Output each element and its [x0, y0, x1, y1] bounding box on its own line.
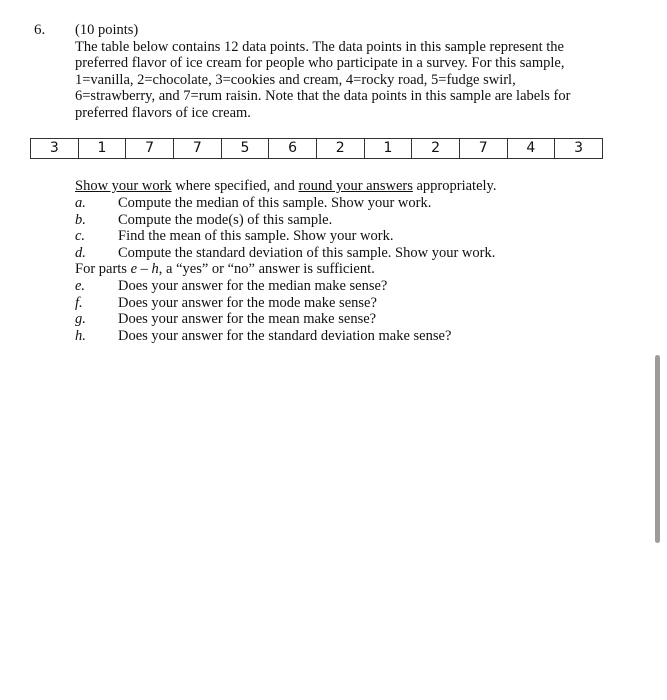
question-number: 6. — [34, 22, 46, 38]
intro-line: 6=strawberry, and 7=rum raisin. Note that the data points in this sample are labels for — [75, 88, 571, 105]
part-text: Does your answer for the median make sense? — [118, 277, 388, 294]
intro-line: 1=vanilla, 2=chocolate, 3=cookies and cream, 4=rocky road, 5=fudge swirl, — [75, 71, 516, 88]
part-c — [75, 228, 394, 245]
instructions-end: appropriately. — [412, 178, 497, 194]
part-letter: h. — [75, 327, 86, 344]
part-f — [75, 295, 375, 312]
intro-line: The table below contains 12 data points. The data points in this sample represent the — [75, 38, 564, 55]
part-text: Compute the median of this sample. Show your work. — [118, 195, 432, 211]
intro-line: preferred flavor of ice cream for people who participate in a survey. For this sample, — [75, 55, 565, 72]
data-cell: 3 — [31, 139, 79, 159]
part-text: Compute the mode(s) of this sample. — [118, 211, 333, 228]
question-points: (10 points) — [75, 22, 139, 38]
round-answers-text: round your answers — [298, 178, 413, 194]
part-a — [75, 195, 432, 212]
question-intro — [75, 22, 595, 122]
part-letter: d. — [75, 244, 86, 261]
part-h — [75, 327, 452, 345]
vertical-scrollbar[interactable] — [655, 355, 660, 543]
data-cell: 3 — [555, 139, 603, 159]
part-e — [75, 277, 388, 295]
part-letter: c. — [75, 228, 86, 245]
part-text: Does your answer for the mode make sense? — [118, 294, 377, 311]
question-parts — [75, 195, 496, 344]
part-letter: f. — [75, 294, 83, 311]
part-b — [75, 212, 375, 229]
part-letter: b. — [75, 211, 86, 228]
note-range: e – h — [130, 261, 159, 278]
part-letter: g. — [75, 311, 86, 328]
part-text: Does your answer for the mean make sense? — [118, 311, 377, 328]
show-work-text: Show your work — [75, 178, 172, 194]
data-cell: 1 — [78, 139, 126, 159]
instructions-middle: where specified, and — [171, 178, 299, 194]
parts-note — [75, 261, 375, 278]
part-d — [75, 244, 496, 262]
data-cell: 7 — [126, 139, 174, 159]
data-cell: 7 — [173, 139, 221, 159]
part-text: Does your answer for the standard deviation make sense? — [118, 327, 452, 344]
data-cell: 1 — [364, 139, 412, 159]
data-cell: 4 — [507, 139, 555, 159]
part-letter: e. — [75, 277, 86, 294]
data-cell: 7 — [459, 139, 507, 159]
table-row — [31, 139, 603, 159]
part-text: Find the mean of this sample. Show your work. — [118, 228, 394, 245]
data-points-table — [30, 138, 603, 159]
instructions — [75, 178, 496, 195]
part-text: Compute the standard deviation of this sample. Show your work. — [118, 244, 496, 261]
note-prefix: For parts — [75, 261, 131, 278]
data-cell: 2 — [316, 139, 364, 159]
intro-line: preferred flavors of ice cream. — [75, 104, 251, 121]
data-cell: 2 — [412, 139, 460, 159]
part-letter: a. — [75, 195, 86, 211]
note-suffix: , a “yes” or “no” answer is sufficient. — [158, 261, 375, 278]
part-g — [75, 311, 375, 328]
data-cell: 6 — [269, 139, 317, 159]
data-cell: 5 — [221, 139, 269, 159]
